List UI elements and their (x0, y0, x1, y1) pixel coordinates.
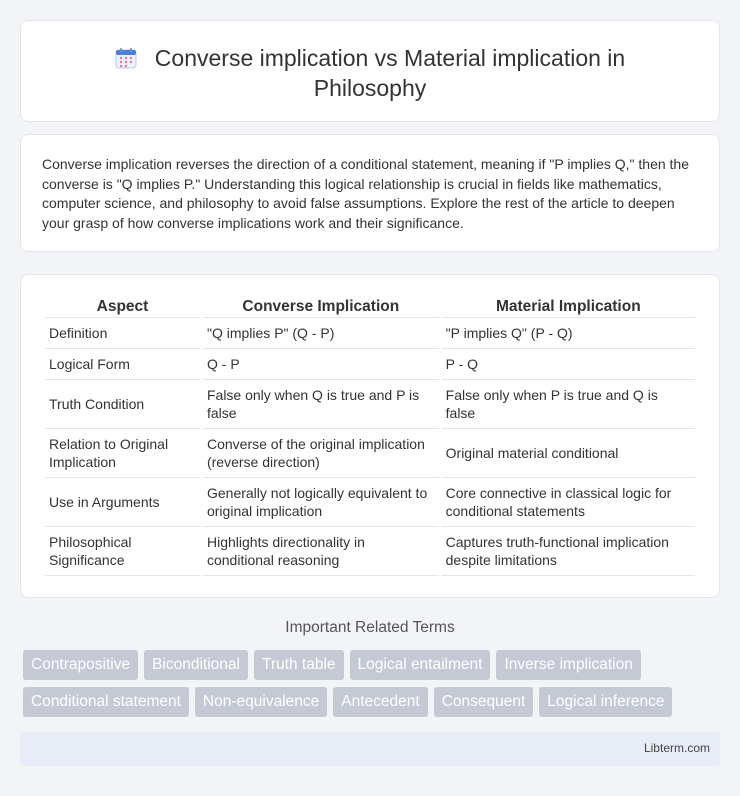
header-material: Material Implication (442, 295, 695, 318)
table-cell: Original material conditional (442, 429, 695, 478)
comparison-card (20, 274, 720, 598)
tag-row (23, 650, 723, 680)
tag-truth-table[interactable]: Truth table (254, 650, 344, 680)
table-row (45, 349, 695, 380)
table-cell: Relation to Original Implication (45, 429, 200, 478)
tag-inverse-implication[interactable]: Inverse implication (496, 650, 640, 680)
table-cell: P - Q (442, 349, 695, 380)
table-cell: Generally not logically equivalent to original implication (203, 478, 439, 527)
table-cell: Converse of the original implication (reverse direction) (203, 429, 439, 478)
table-cell: False only when Q is true and P is false (203, 380, 439, 429)
calendar-icon (115, 47, 137, 69)
tag-conditional-statement[interactable]: Conditional statement (23, 687, 189, 717)
tag-logical-inference[interactable]: Logical inference (539, 687, 672, 717)
table-cell: Philosophical Significance (45, 527, 200, 576)
tag-non-equivalence[interactable]: Non-equivalence (195, 687, 327, 717)
tag-contrapositive[interactable]: Contrapositive (23, 650, 138, 680)
table-cell: "P implies Q" (P - Q) (442, 318, 695, 349)
page-title-wrap (21, 43, 719, 103)
header-aspect: Aspect (45, 295, 200, 318)
title-card (20, 20, 720, 122)
table-cell: Highlights directionality in conditional reasoning (203, 527, 439, 576)
tag-antecedent[interactable]: Antecedent (333, 687, 427, 717)
table-cell: Captures truth-functional implication despite limitations (442, 527, 695, 576)
table-cell: Logical Form (45, 349, 200, 380)
table-cell: Definition (45, 318, 200, 349)
footer (20, 732, 720, 766)
table-cell: Truth Condition (45, 380, 200, 429)
table-header-row (45, 295, 695, 318)
intro-card (20, 134, 720, 252)
intro-paragraph: Converse implication reverses the direction of a conditional statement, meaning if "P implies Q," then the converse is "Q implies P." Understanding this logical relationship is crucial in fields like mathematics, computer science, and philosophy to avoid false assumptions. Explore the rest of the article to deepen your grasp of how converse implications work and their significance. (42, 156, 690, 231)
tag-logical-entailment[interactable]: Logical entailment (350, 650, 491, 680)
related-terms-title: Important Related Terms (285, 619, 455, 636)
table-row (45, 380, 695, 429)
footer-site-link[interactable]: Libterm.com (643, 741, 710, 755)
tag-consequent[interactable]: Consequent (434, 687, 534, 717)
related-terms (23, 650, 723, 724)
page-title: Converse implication vs Material implication in Philosophy (154, 45, 626, 101)
table-row (45, 318, 695, 349)
table-cell: Q - P (203, 349, 439, 380)
table-row (45, 527, 695, 576)
tag-row (23, 687, 723, 717)
table-row (45, 429, 695, 478)
table-cell: Use in Arguments (45, 478, 200, 527)
header-converse: Converse Implication (203, 295, 439, 318)
tag-biconditional[interactable]: Biconditional (144, 650, 248, 680)
table-row (45, 478, 695, 527)
table-cell: "Q implies P" (Q - P) (203, 318, 439, 349)
comparison-table (42, 295, 698, 576)
table-cell: False only when P is true and Q is false (442, 380, 695, 429)
table-cell: Core connective in classical logic for conditional statements (442, 478, 695, 527)
